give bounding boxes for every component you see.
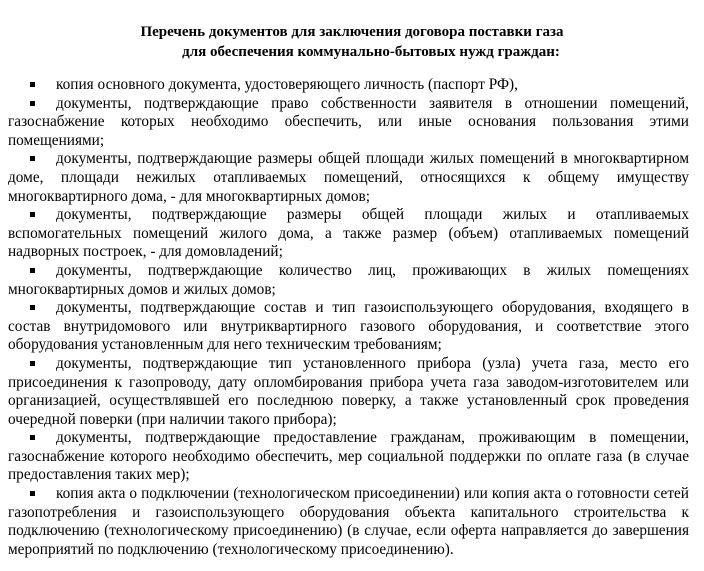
document-title [0,22,704,62]
list-item-text: документы, подтверждающие состав и тип газоиспользующего оборудования, входящего в состав внутридомового или внутриквартирного газового оборудования, и соответствие этого оборудования установленным для него техническим требованиям; [8,299,689,354]
title-line-2: для обеспечения коммунально-бытовых нужд граждан: [182,44,560,60]
list-item-text: копия акта о подключении (технологическом присоединении) или копия акта о готовности сетей газопотребления и газоиспользующего оборудования объекта капитального строительства к подключению (технологическому присоединению) (в случае, если оферта направляется до завершения мероприятий по подключению (технологическому присоединению). [8,485,689,558]
list-item [8,485,689,559]
list-item [8,150,689,206]
list-item-text: документы, подтверждающие предоставление гражданам, проживающим в помещении, газоснабжение которого необходимо обеспечить, мер социальной поддержки по оплате газа (в случае предоставления таких мер); [8,429,689,484]
list-item [8,206,689,262]
list-item [8,95,689,151]
list-item-text: документы, подтверждающие размеры общей площади жилых помещений в многоквартирном доме, площади нежилых отапливаемых помещений, относящихся к общему имуществу многоквартирного дома, - для многоквартирных домов; [8,150,689,205]
list-item-text: документы, подтверждающие тип установленного прибора (узла) учета газа, место его присоединения к газопроводу, дату опломбирования прибора учета газа заводом-изготовителем или организацией, осуществлявшей его последнюю поверку, а также установленный срок проведения очередной поверки (при наличии такого прибора); [8,354,689,428]
list-item-text: документы, подтверждающие право собственности заявителя в отношении помещений, газоснабжение которых необходимо обеспечить, или иные основания пользования этими помещениями; [8,94,689,149]
list-item [8,76,689,95]
square-bullet-icon [30,361,35,366]
list-item [8,262,689,299]
square-bullet-icon [30,305,35,310]
title-line-1: Перечень документов для заключения договора поставки газа [140,24,564,40]
square-bullet-icon [30,101,35,106]
list-item-text: копия основного документа, удостоверяющего личность (паспорт РФ), [56,76,518,93]
document-list [8,76,689,559]
list-item-text: документы, подтверждающие количество лиц, проживающих в жилых помещениях многоквартирных домов и жилых домов; [8,261,689,298]
square-bullet-icon [30,82,35,87]
list-item [8,429,689,485]
square-bullet-icon [30,268,35,273]
list-item [8,299,689,355]
list-item [8,355,689,429]
square-bullet-icon [30,156,35,161]
square-bullet-icon [30,212,35,217]
square-bullet-icon [30,491,35,496]
square-bullet-icon [30,435,35,440]
list-item-text: документы, подтверждающие размеры общей площади жилых и отапливаемых вспомогательных помещений жилого дома, а также размер (объем) отапливаемых помещений надворных построек, - для домовладений; [8,206,689,261]
